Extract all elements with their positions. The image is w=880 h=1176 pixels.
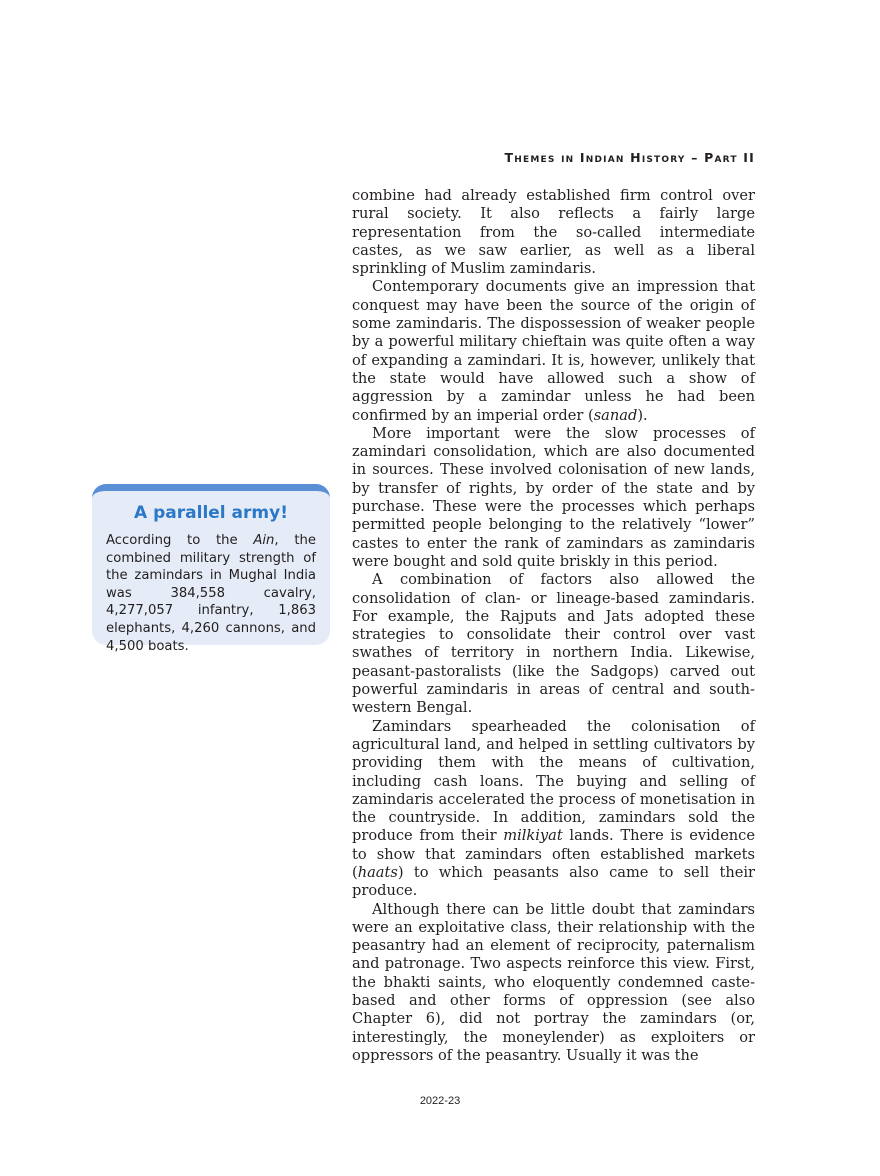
running-head: Themes in Indian History – Part II — [504, 150, 755, 165]
sidebar-title: A parallel army! — [134, 503, 288, 523]
main-column — [352, 187, 755, 1065]
paragraph-2-after: ). — [637, 406, 648, 424]
sidebar-body-italic: Ain — [253, 533, 275, 548]
paragraph-5-after: ) to which peasants also came to sell their produce. — [352, 863, 755, 900]
paragraph-6: Although there can be little doubt that zamindars were an exploitative class, their relationship with the peasantry had an element of reciprocity, paternalism and patronage. Two aspects reinforce this view. First, the bhakti saints, who eloquently condemned caste-based and other forms of oppression (see also Chapter 6), did not portray the zamindars (or, interestingly, the moneylender) as exploiters or oppressors of the peasantry. Usually it was the — [352, 900, 755, 1064]
paragraph-2-before: Contemporary documents give an impression that conquest may have been the source of the origin of some zamindaris. The dispossession of weaker people by a powerful military chieftain was quite often a way of expanding a zamindari. It is, however, unlikely that the state would have allowed such a show of aggression by a zamindar unless he had been confirmed by an imperial order ( — [352, 278, 755, 424]
paragraph-4: A combination of factors also allowed the consolidation of clan- or lineage-based zamindaris. For example, the Rajputs and Jats adopted these strategies to consolidate their control over vast swathes of territory in northern India. Likewise, peasant-pastoralists (like the Sadgops) carved out powerful zamindaris in areas of central and south-western Bengal. — [352, 571, 755, 717]
sidebar-box — [92, 484, 330, 654]
paragraph-5-italic-1: milkiyat — [503, 827, 563, 845]
sidebar-body-rest: , the combined military strength of the zamindars in Mughal India was 384,558 cavalry, 4,277,057 infantry, 1,863 elephants, 4,260 cannons, and 4,500 boats. — [106, 533, 316, 654]
paragraph-2 — [352, 278, 755, 424]
paragraph-1: combine had already established firm control over rural society. It also reflects a fairly large representation from the so-called intermediate castes, as we saw earlier, as well as a liberal sprinkling of Muslim zamindaris. — [352, 187, 755, 278]
paragraph-2-italic: sanad — [593, 406, 638, 424]
paragraph-5-middle: lands. There is evidence to show that zamindars often established markets ( — [352, 827, 755, 881]
paragraph-3: More important were the slow processes of zamindari consolidation, which are also documented in sources. These involved colonisation of new lands, by transfer of rights, by order of the state and by purchase. These were the processes which perhaps permitted people belonging to the relatively “lower” castes to enter the rank of zamindars as zamindaris were bought and sold quite briskly in this period. — [352, 424, 755, 570]
paragraph-5-before: Zamindars spearheaded the colonisation of agricultural land, and helped in settling cultivators by providing them with the means of cultivation, including cash loans. The buying and selling of zamindaris accelerated the process of monetisation in the countryside. In addition, zamindars sold the produce from their — [352, 717, 755, 845]
page-footer: 2022-23 — [419, 1095, 461, 1107]
paragraph-5 — [352, 718, 755, 901]
sidebar-body — [106, 532, 316, 655]
sidebar-body-intro: According to the — [106, 533, 254, 548]
paragraph-5-italic-2: haats — [357, 863, 398, 881]
